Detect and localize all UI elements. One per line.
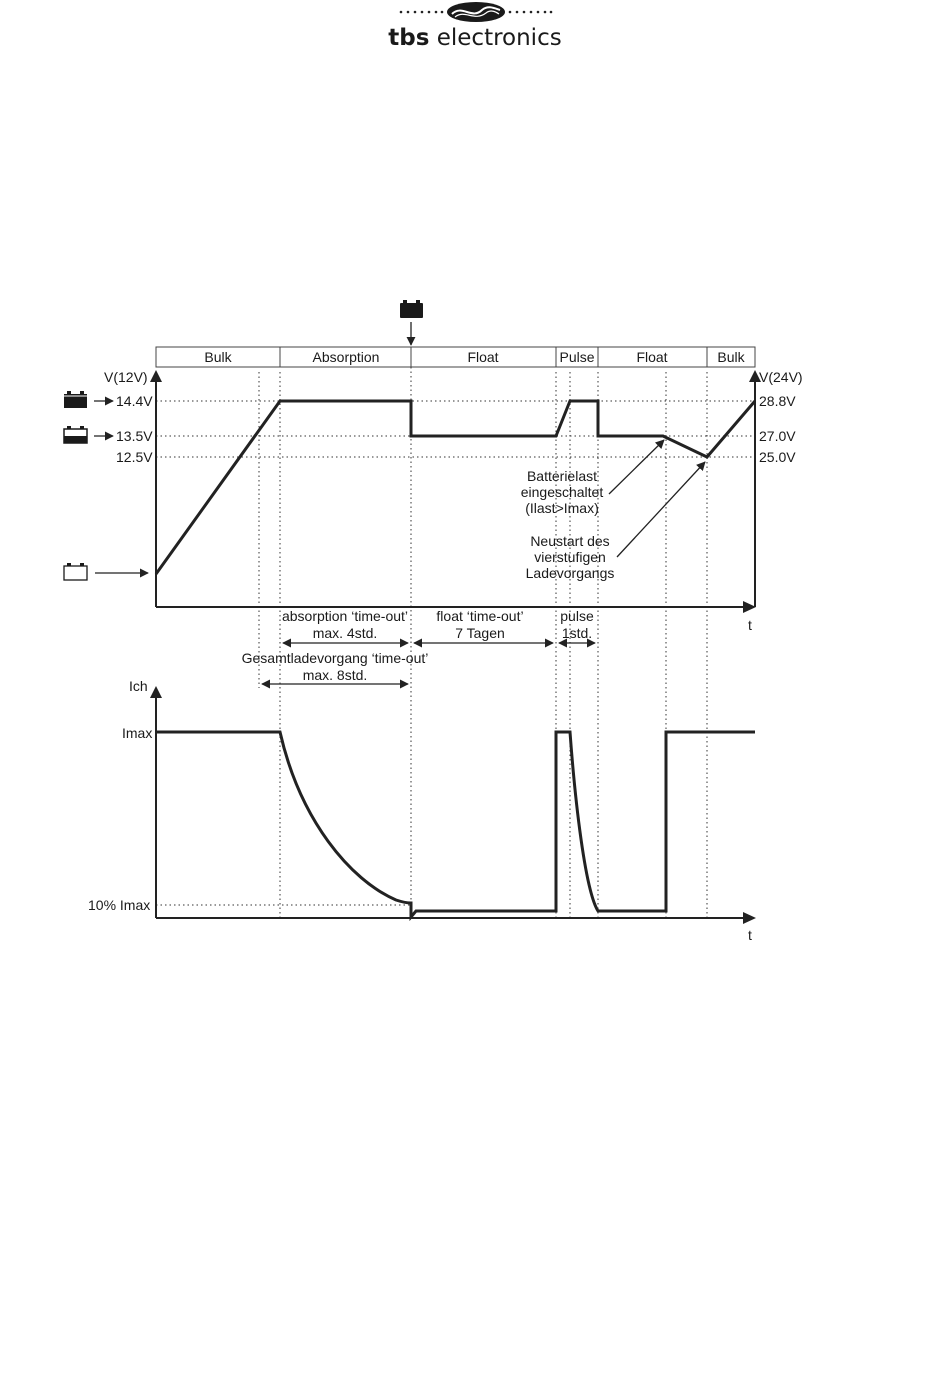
imax-label: Imax bbox=[122, 725, 153, 741]
tick-12-5v: 12.5V bbox=[116, 449, 153, 465]
current-chart bbox=[88, 678, 756, 943]
tick-27-0v: 27.0V bbox=[759, 428, 796, 444]
tick-28-8v: 28.8V bbox=[759, 393, 796, 409]
battery-empty-icon bbox=[64, 563, 87, 580]
svg-text:vierstufigen: vierstufigen bbox=[534, 549, 606, 565]
phase-bulk-2: Bulk bbox=[717, 349, 745, 365]
logo-dots-left bbox=[400, 11, 444, 14]
current-axis-label: Ich bbox=[129, 678, 148, 694]
battery-full-icon bbox=[400, 300, 423, 318]
pulse-timeout: pulse bbox=[560, 608, 594, 624]
phase-bulk: Bulk bbox=[204, 349, 232, 365]
voltage-chart bbox=[64, 369, 803, 633]
min-current-label: 10% Imax bbox=[88, 897, 151, 913]
tick-14-4v: 14.4V bbox=[116, 393, 153, 409]
svg-text:Batterielast: Batterielast bbox=[526, 468, 598, 484]
float-timeout: float ‘time-out’ bbox=[436, 608, 524, 624]
brand-name: tbs electronics bbox=[388, 25, 562, 51]
brand-logo bbox=[388, 2, 561, 51]
phase-float-2: Float bbox=[636, 349, 668, 365]
svg-text:Ladevorgangs: Ladevorgangs bbox=[525, 565, 615, 581]
float-timeout-days: 7 Tagen bbox=[455, 625, 505, 641]
total-timeout-max: max. 8std. bbox=[302, 667, 368, 683]
phase-pulse: Pulse bbox=[559, 349, 595, 365]
phase-header bbox=[156, 347, 755, 367]
timeout-annotations bbox=[242, 608, 595, 684]
phase-float: Float bbox=[467, 349, 499, 365]
logo-emblem-icon bbox=[447, 2, 505, 22]
current-curve bbox=[156, 732, 755, 917]
battery-partial-icon bbox=[64, 426, 87, 443]
current-time-label: t bbox=[748, 927, 752, 943]
voltage-curve bbox=[156, 401, 755, 574]
annotation-load bbox=[521, 440, 664, 516]
svg-text:eingeschaltet: eingeschaltet bbox=[520, 484, 604, 500]
absorption-timeout: absorption ‘time-out’ bbox=[281, 608, 409, 624]
svg-text:(Ilast>Imax): (Ilast>Imax) bbox=[525, 500, 599, 516]
battery-full-icon bbox=[64, 391, 87, 408]
pulse-timeout-hours: 1std. bbox=[561, 625, 593, 641]
tick-13-5v: 13.5V bbox=[116, 428, 153, 444]
svg-text:Neustart des: Neustart des bbox=[530, 533, 610, 549]
voltage-left-axis-label: V(12V) bbox=[104, 369, 148, 385]
logo-dots-right bbox=[509, 11, 553, 14]
voltage-time-label: t bbox=[748, 617, 752, 633]
absorption-timeout-max: max. 4std. bbox=[312, 625, 378, 641]
voltage-right-axis-label: V(24V) bbox=[759, 369, 803, 385]
tick-25-0v: 25.0V bbox=[759, 449, 796, 465]
phase-absorption: Absorption bbox=[312, 349, 380, 365]
total-timeout: Gesamtladevorgang ‘time-out’ bbox=[241, 650, 429, 666]
